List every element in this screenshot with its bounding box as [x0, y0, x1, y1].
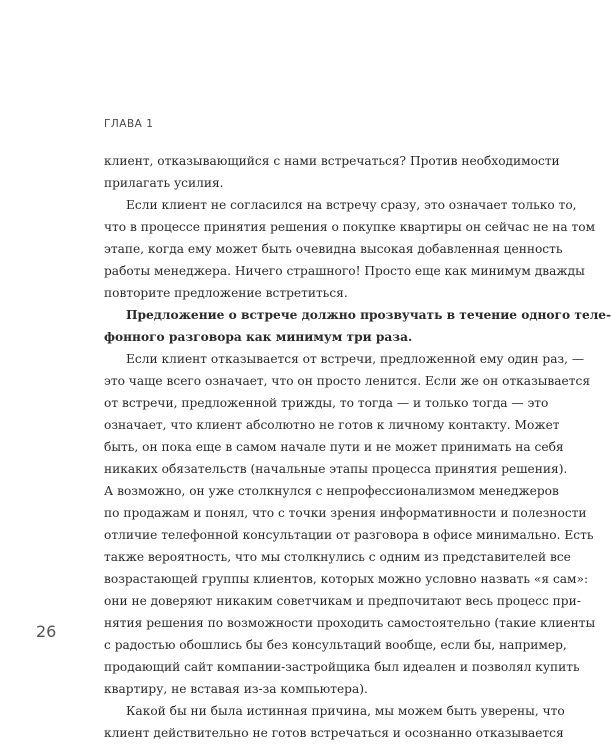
text-line: клиент действительно не готов встречаться и осознанно отказывается [104, 726, 564, 740]
text-line: этапе, когда ему может быть очевидна высокая добавленная ценность [104, 242, 563, 256]
text-line: означает, что клиент абсолютно не готов к личному контакту. Может [104, 418, 560, 432]
text-line: никаких обязательств (начальные этапы процесса принятия решения). [104, 462, 568, 476]
paragraph [104, 150, 560, 194]
text-line: возрастающей группы клиентов, которых можно условно назвать «я сам»: [104, 572, 589, 586]
text-line: А возможно, он уже столкнулся с непрофессионализмом менеджеров [104, 484, 559, 498]
text-line: что в процессе принятия решения о покупке квартиры он сейчас не на том [104, 220, 596, 234]
text-line: Если клиент не согласился на встречу сразу, это означает только то, [126, 198, 577, 212]
text-line: нятия решения по возможности проходить самостоятельно (такие клиенты [104, 616, 596, 630]
text-line: также вероятность, что мы столкнулись с одним из представителей все [104, 550, 571, 564]
text-line: они не доверяют никаким советчикам и предпочитают весь процесс при- [104, 594, 581, 608]
text-line: Если клиент отказывается от встречи, предложенной ему один раз, — [126, 352, 585, 366]
text-line: это чаще всего означает, что он просто ленится. Если же он отказывается [104, 374, 591, 388]
text-line: с радостью обошлись бы без консультаций вообще, если бы, например, [104, 638, 567, 652]
text-line: отличие телефонной консультации от разговора в офисе минимально. Есть [104, 528, 594, 542]
text-line: по продажам и понял, что с точки зрения информативности и полезности [104, 506, 587, 520]
text-line: фонного разговора как минимум три раза. [104, 330, 413, 344]
text-line: прилагать усилия. [104, 176, 224, 190]
text-line: Какой бы ни была истинная причина, мы можем быть уверены, что [126, 704, 565, 718]
text-line: клиент, отказывающийся с нами встречаться? Против необходимости [104, 154, 560, 168]
text-line: от встречи, предложенной трижды, то тогда — и только тогда — это [104, 396, 549, 410]
page-number: 26 [36, 622, 57, 641]
paragraph [104, 700, 565, 744]
paragraph [104, 194, 596, 304]
text-line: продающий сайт компании-застройщика был идеален и позволял купить [104, 660, 580, 674]
text-line: повторите предложение встретиться. [104, 286, 348, 300]
text-line: квартиру, не вставая из-за компьютера). [104, 682, 368, 696]
text-line: работы менеджера. Ничего страшного! Просто еще как минимум дважды [104, 264, 585, 278]
body-text [104, 150, 611, 744]
emphasis-paragraph [104, 304, 611, 348]
text-line: быть, он пока еще в самом начале пути и не может принимать на себя [104, 440, 564, 454]
text-line: Предложение о встрече должно прозвучать в течение одного теле- [126, 308, 611, 322]
paragraph [104, 348, 596, 700]
chapter-header: ГЛАВА 1 [104, 118, 154, 130]
